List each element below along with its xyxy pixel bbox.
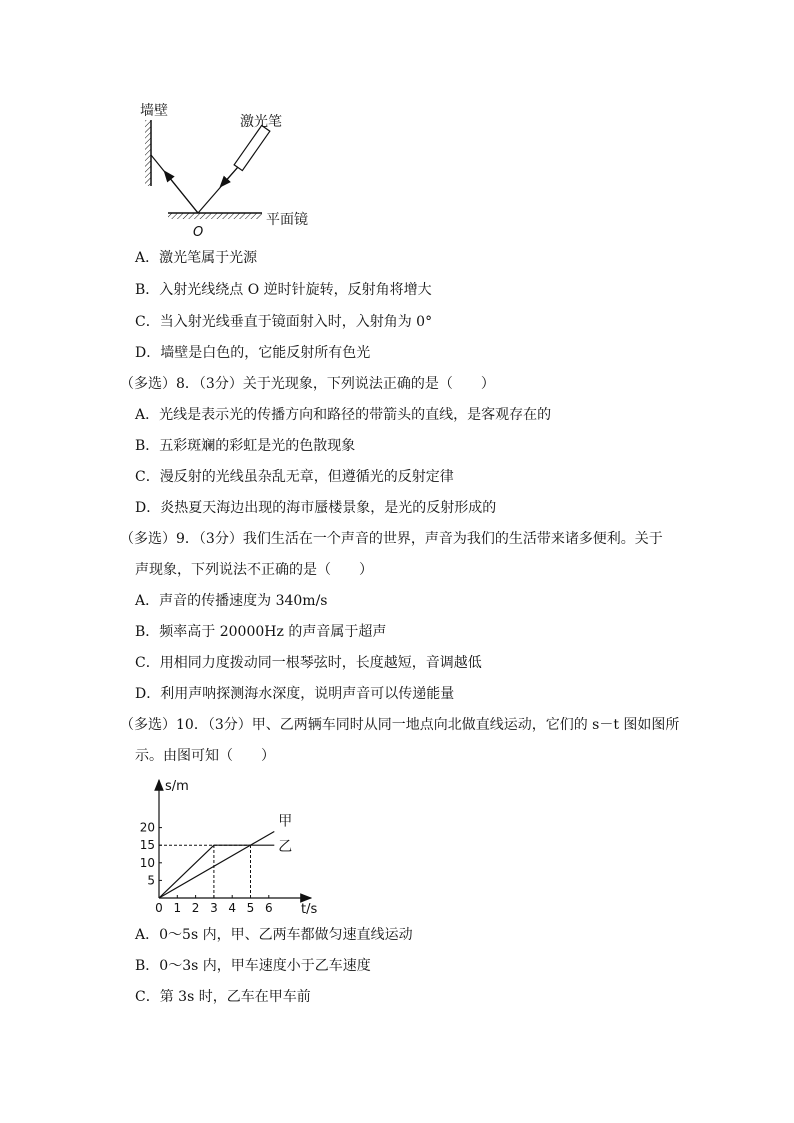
q9-option-d: D．利用声呐探测海水深度，说明声音可以传递能量	[135, 686, 455, 702]
q8-stem: （多选）8．（3分）关于光现象，下列说法正确的是（ ）	[120, 376, 495, 392]
laser-label: 激光笔	[240, 114, 282, 130]
q10-option-a: A．0～5s 内，甲、乙两车都做匀速直线运动	[135, 927, 413, 943]
q7-option-c: C．当入射光线垂直于镜面射入时，入射角为 0°	[135, 314, 433, 330]
q8-option-b: B．五彩斑斓的彩虹是光的色散现象	[135, 438, 356, 454]
y-tick-label: 5	[147, 873, 155, 888]
x-axis-label: t/s	[301, 902, 318, 917]
x-tick-label: 6	[264, 901, 273, 915]
y-tick-label: 10	[139, 855, 155, 870]
q9-option-c: C．用相同力度拨动同一根琴弦时，长度越短，音调越低	[135, 655, 482, 671]
x-tick-label: 0	[155, 901, 163, 915]
series-label: 乙	[278, 839, 293, 856]
q10-option-c: C．第 3s 时，乙车在甲车前	[135, 989, 311, 1005]
q7-option-b: B．入射光线绕点 O 逆时针旋转，反射角将增大	[135, 282, 432, 298]
wall-label: 墙壁	[140, 103, 168, 119]
q8-option-d: D．炎热夏天海边出现的海市蜃楼景象，是光的反射形成的	[135, 500, 497, 516]
y-tick-label: 15	[139, 838, 155, 853]
q7-option-a: A．激光笔属于光源	[135, 250, 258, 266]
point-o-label: O	[193, 225, 204, 240]
series-line-jia	[159, 831, 274, 898]
q9-option-b: B．频率高于 20000Hz 的声音属于超声	[135, 624, 387, 640]
q9-option-a: A．声音的传播速度为 340m/s	[135, 593, 328, 609]
q7-option-d: D．墙壁是白色的，它能反射所有色光	[135, 345, 371, 361]
x-tick-label: 3	[210, 901, 218, 915]
q10-stem-line2: 示。由图可知（ ）	[135, 748, 275, 764]
y-tick-label: 20	[139, 820, 155, 835]
y-axis-label: s/m	[165, 779, 189, 794]
q10-stem-line1: （多选）10．（3分）甲、乙两辆车同时从同一地点向北做直线运动，它们的 s－t 图如图所	[120, 717, 680, 733]
x-tick-label: 4	[228, 901, 237, 915]
q8-option-a: A．光线是表示光的传播方向和路径的带箭头的直线，是客观存在的	[135, 407, 552, 423]
mirror-label: 平面镜	[266, 212, 308, 228]
q10-option-b: B．0～3s 内，甲车速度小于乙车速度	[135, 958, 371, 974]
x-tick-label: 1	[173, 901, 182, 915]
q8-option-c: C．漫反射的光线虽杂乱无章，但遵循光的反射定律	[135, 469, 454, 485]
x-tick-label: 5	[246, 901, 255, 915]
series-line-yi	[159, 845, 274, 898]
q9-stem-line2: 声现象，下列说法不正确的是（ ）	[135, 562, 373, 578]
series-label: 甲	[278, 813, 293, 830]
x-tick-label: 2	[191, 901, 200, 915]
q9-stem-line1: （多选）9．（3分）我们生活在一个声音的世界，声音为我们的生活带来诸多便利。关于	[120, 531, 663, 547]
